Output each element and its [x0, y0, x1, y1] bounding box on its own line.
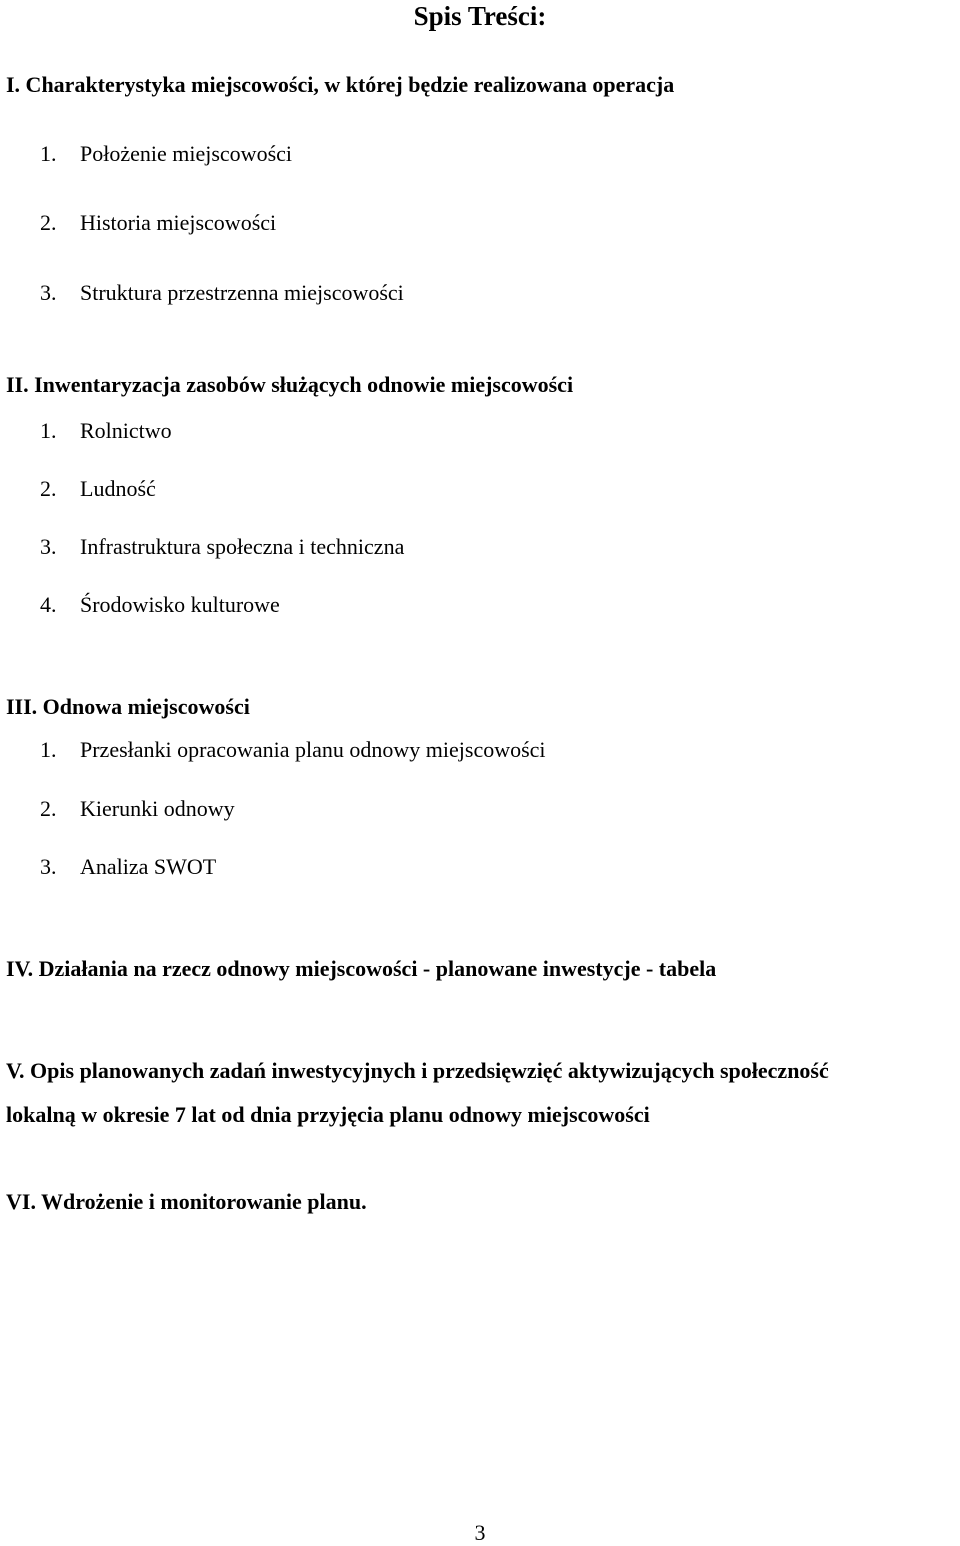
page-number: 3: [474, 1520, 486, 1545]
toc-item-2-2: [40, 476, 156, 502]
section-heading-1: I. Charakterystyka miejscowości, w której będzie realizowana operacja: [6, 72, 675, 97]
item-number: 1.: [40, 141, 57, 166]
item-label: Środowisko kulturowe: [80, 592, 280, 617]
item-label: Położenie miejscowości: [80, 141, 293, 166]
item-label: Infrastruktura społeczna i techniczna: [80, 534, 405, 559]
toc-item-1-1: [40, 141, 292, 167]
section-heading-5: V. Opis planowanych zadań inwestycyjnych i przedsięwzięć aktywizujących społeczność: [6, 1058, 829, 1083]
item-number: 4.: [40, 592, 57, 617]
item-number: 1.: [40, 418, 57, 443]
section-heading-4: IV. Działania na rzecz odnowy miejscowości - planowane inwestycje - tabela: [6, 956, 717, 981]
item-number: 3.: [40, 854, 57, 879]
section-heading-3: III. Odnowa miejscowości: [6, 694, 250, 719]
item-number: 2.: [40, 210, 57, 235]
toc-item-2-4: [40, 592, 280, 618]
item-label: Kierunki odnowy: [80, 796, 235, 821]
section-heading-2: II. Inwentaryzacja zasobów służących odnowie miejscowości: [6, 372, 574, 397]
page-title: Spis Treści:: [413, 1, 547, 31]
toc-item-3-2: [40, 796, 235, 822]
toc-item-1-3: [40, 280, 404, 306]
item-number: 2.: [40, 476, 57, 501]
item-number: 3.: [40, 534, 57, 559]
item-label: Analiza SWOT: [80, 854, 217, 879]
item-label: Ludność: [80, 476, 156, 501]
toc-item-2-1: [40, 418, 172, 444]
item-number: 2.: [40, 796, 57, 821]
section-heading-6: VI. Wdrożenie i monitorowanie planu.: [6, 1189, 367, 1214]
item-number: 3.: [40, 280, 57, 305]
toc-item-3-3: [40, 854, 216, 880]
toc-item-2-3: [40, 534, 404, 560]
item-number: 1.: [40, 737, 57, 762]
item-label: Struktura przestrzenna miejscowości: [80, 280, 404, 305]
item-label: Rolnictwo: [80, 418, 172, 443]
section-heading-5-line2: lokalną w okresie 7 lat od dnia przyjęcia planu odnowy miejscowości: [6, 1102, 650, 1127]
item-label: Przesłanki opracowania planu odnowy miejscowości: [80, 737, 546, 762]
item-label: Historia miejscowości: [80, 210, 277, 235]
toc-item-1-2: [40, 210, 276, 236]
toc-item-3-1: [40, 737, 546, 763]
